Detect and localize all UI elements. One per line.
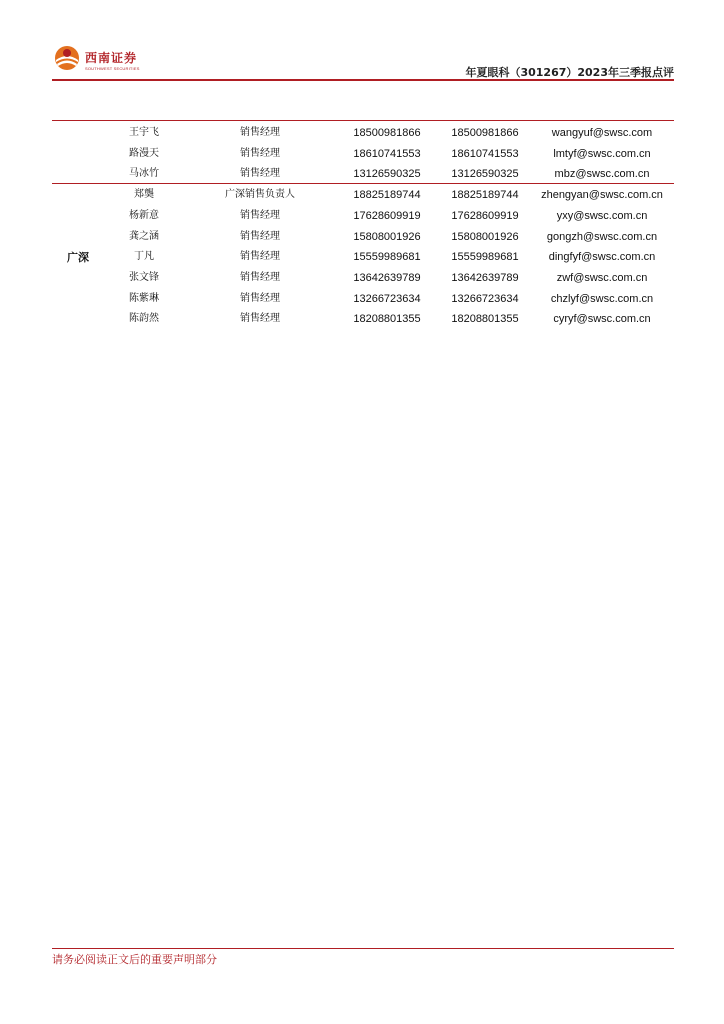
contact-title: 销售经理 — [240, 313, 280, 325]
company-logo — [52, 40, 172, 80]
contact-email: gongzh@swsc.com.cn — [546, 230, 658, 243]
region-label: 广深 — [67, 250, 89, 264]
contact-email: chzlyf@swsc.com.cn — [550, 292, 654, 305]
contact-phone: 15808001926 — [353, 230, 421, 243]
contact-phone: 13266723634 — [353, 292, 421, 305]
contact-phone: 18500981866 — [353, 127, 421, 139]
table-row — [52, 289, 674, 309]
contact-title: 销售经理 — [240, 251, 280, 263]
contact-email: dingfyf@swsc.com.cn — [548, 251, 656, 264]
document-title: 年夏眼科（301267）2023年三季报点评 — [465, 66, 674, 79]
contact-name: 张文锋 — [129, 271, 159, 283]
contact-phone: 15559989681 — [353, 251, 421, 264]
logo-english-text: SOUTHWEST SECURITIES — [85, 66, 140, 71]
contact-name: 丁凡 — [134, 251, 154, 263]
contact-email: yxy@swsc.com.cn — [556, 209, 648, 222]
contact-name: 杨新意 — [129, 209, 159, 221]
contact-email: wangyuf@swsc.com — [551, 127, 653, 139]
contact-mobile: 17628609919 — [451, 209, 519, 222]
contact-mobile: 13266723634 — [451, 292, 519, 305]
contact-mobile: 15808001926 — [451, 230, 519, 243]
table-row — [52, 164, 674, 184]
logo-chinese-text: 西南证券 — [85, 51, 138, 65]
contact-email: cyryf@swsc.com.cn — [553, 313, 651, 326]
table-row — [52, 144, 674, 164]
contact-phone: 18825189744 — [353, 189, 421, 202]
footer-disclaimer: 请务必阅读正文后的重要声明部分 — [52, 953, 217, 966]
table-row — [52, 247, 674, 267]
contact-name: 郑龑 — [134, 189, 154, 201]
contact-mobile: 18500981866 — [451, 127, 519, 139]
table-row — [52, 268, 674, 288]
table-top-rule — [52, 120, 674, 121]
contact-email: zwf@swsc.com.cn — [556, 271, 648, 284]
contact-mobile: 18610741553 — [451, 147, 519, 160]
contact-mobile: 18208801355 — [451, 313, 519, 326]
contact-mobile: 15559989681 — [451, 251, 519, 264]
contact-phone: 18610741553 — [353, 147, 421, 160]
contact-name: 王宇飞 — [129, 127, 159, 138]
contact-email: lmtyf@swsc.com.cn — [553, 147, 651, 160]
contact-phone: 18208801355 — [353, 313, 421, 326]
contact-phone: 13126590325 — [353, 168, 421, 181]
page-header — [52, 40, 674, 80]
group-divider — [52, 183, 674, 184]
contact-name: 陈韵然 — [129, 313, 159, 325]
contact-mobile: 13126590325 — [451, 168, 519, 181]
contact-mobile: 18825189744 — [451, 189, 519, 202]
contact-name: 龚之涵 — [129, 230, 159, 242]
contact-title: 销售经理 — [240, 209, 280, 221]
contact-name: 路漫天 — [129, 147, 159, 159]
contact-title: 销售经理 — [240, 292, 280, 304]
footer-divider — [52, 948, 674, 949]
contact-title: 销售经理 — [240, 230, 280, 242]
contact-email: zhengyan@swsc.com.cn — [541, 189, 663, 202]
contact-title: 销售经理 — [240, 147, 280, 159]
table-row — [52, 227, 674, 247]
contact-name: 陈紫琳 — [129, 292, 159, 304]
contact-email: mbz@swsc.com.cn — [554, 168, 650, 181]
contact-title: 销售经理 — [240, 127, 280, 138]
sun-logo-icon — [54, 44, 80, 72]
contact-name: 马冰竹 — [129, 168, 159, 180]
contact-title: 销售经理 — [240, 271, 280, 283]
contact-phone: 17628609919 — [353, 209, 421, 222]
table-row — [52, 309, 674, 329]
header-divider — [52, 79, 674, 81]
contact-title: 广深销售负责人 — [225, 189, 295, 201]
table-row — [52, 206, 674, 226]
table-row — [52, 123, 674, 143]
contact-title: 销售经理 — [240, 168, 280, 180]
contact-mobile: 13642639789 — [451, 271, 519, 284]
table-row — [52, 185, 674, 205]
contact-phone: 13642639789 — [353, 271, 421, 284]
